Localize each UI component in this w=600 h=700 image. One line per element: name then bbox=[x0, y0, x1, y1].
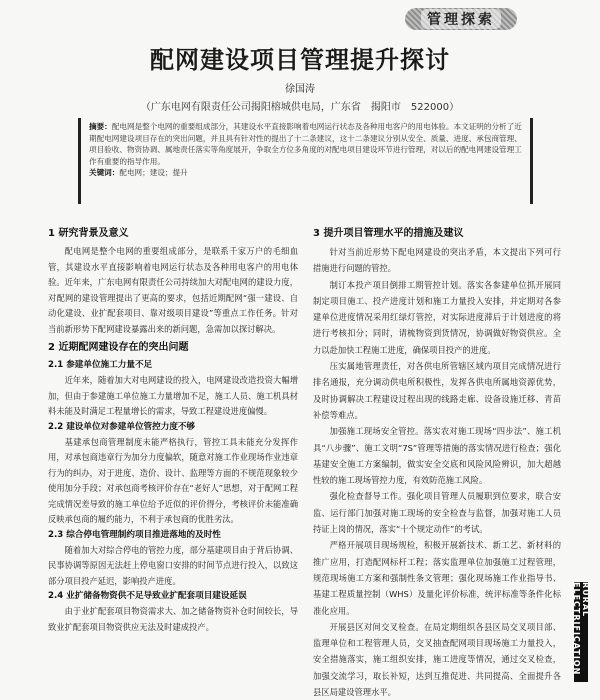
section-3-paragraph-2: 制订本投产项目倒排工期管控计划。落实各参建单位抓开展同制定项目施工、投产进度计划和施工力量投入安排，并定期对各参建单位进度情况采用红绿灯管控，对实际进度滞后于计划进度的将进行考核扣分；同时，请梳物资到货情况，协调做好物资供应。全力以赴加快工程施工进度，确保项目投产的进度。 bbox=[313, 279, 561, 355]
section-2-4-paragraph: 由于业扩配套项目物资需求大、加之储备物资补仓时间较长，导致业扩配套项目物资供应无法及时建成投产。 bbox=[48, 606, 298, 632]
section-2-heading: 2 近期配网建设存在的突出问题 bbox=[48, 342, 189, 353]
section-2-4-heading: 2.4 业扩储备物资供不足导致业扩配套项目建设延误 bbox=[48, 591, 247, 601]
section-2-3-paragraph: 随着加大对综合停电的管控力度，部分基建项目由于背后协调、民事协调等原因无法赶上停电窗口安排的时间节点进行投入，以致这部分项目投产延迟，影响投产进度。 bbox=[48, 544, 298, 586]
section-3-paragraph-5: 强化检查督导工作。强化项目管理人员履职到位要求，联合安监、运行部门加强对施工现场的安全检查与监督，加强对施工人员持证上岗的情况，落实“十个规定动作”的考试。 bbox=[313, 491, 561, 535]
section-1-heading: 1 研究背景及意义 bbox=[48, 228, 129, 239]
section-2-3-heading: 2.3 综合停电管理制约项目推进落地的及时性 bbox=[48, 529, 221, 540]
left-column bbox=[48, 223, 298, 635]
keywords bbox=[89, 167, 522, 179]
section-3-heading: 3 提升项目管理水平的措施及建议 bbox=[313, 228, 464, 239]
section-3-paragraph-1: 针对当前近形势下配电网建设的突出矛盾，本文提出下列可行措施进行问题的管控。 bbox=[313, 247, 561, 274]
abstract-text: 配电网是整个电网的重要组成部分，其建设水平直接影响着电网运行状态及各种用电客户的用电体验。本文证明的分析了近期配电网建设项目存在的突出问题，并且具有针对性的提出了十二条建议，这十二条建议分别从安全、质量、进度、承包商管理、项目验收、物资协调、属地责任落实等角度展开，争取全方位多角度的对配电项目建设环节进行管理，对以后的配电网建设管理工作有重要的指导作用。 bbox=[89, 122, 522, 166]
section-2-1-paragraph: 近年来，随着加大对电网建设的投入，电网建设改造投资大幅增加，但由于参建施工单位施工力量增加不足，施工人员、施工机具材料未能及时满足工程量增长的需求，导致工程建设进度偏慢。 bbox=[48, 375, 298, 416]
right-column bbox=[313, 223, 561, 700]
abstract-body bbox=[89, 121, 522, 167]
section-badge bbox=[405, 8, 517, 30]
section-3-paragraph-7: 开展县区对间交叉检查。在局定期组织各县区局交叉项目部、监理单位和工程管理人员，交叉抽查配网项目现场施工力量投入，安全措施落实，施工组织安排，施工进度等情况，通过交叉检查，加强交流学习，取长补短，达到互推促进、共同提高、全面提升各县区局建设管理水平。 bbox=[313, 621, 561, 698]
section-3-paragraph-4: 加强施工现场安全管控。落实农对施工现场“四步法”、施工机具“八步骤”、施工文明“7S”管理等措施的落实情况进行检查；强化基建安全施工方案编制，做实安全交底和风险风险辨识，加大超越性较的施工现场管控力度，有效防范施工风险。 bbox=[313, 426, 561, 486]
article-title: 配网建设项目管理提升探讨 bbox=[150, 45, 450, 74]
affiliation: （广东电网有限责任公司揭阳榕城供电局，广东省 揭阳市 522000） bbox=[140, 102, 460, 113]
author: 徐国涛 bbox=[285, 84, 315, 95]
abstract-box bbox=[78, 118, 533, 204]
keywords-label: 关键词： bbox=[89, 168, 120, 178]
abstract-label: 摘要： bbox=[89, 122, 112, 131]
section-badge-label: 管理探索 bbox=[421, 9, 501, 29]
keywords-text: 配电网；建设；提升 bbox=[119, 168, 188, 178]
section-2-2-paragraph: 基建承包商管理制度未能严格执行，管控工具未能充分发挥作用，对承包商违章行为加分力度偏软，随意对施工作业现场作业违章行为的纠办，对于进度、造价、设计、监理等方面的不规范现象较少使用加分手段；对承包商考核评价存在“老好人”思想，对于配网工程完成情况差导致的施工单位给予近似的评价得分，考核评价未能准确反映承包商的履约能力，不利于承包商的优胜劣汰。 bbox=[48, 436, 298, 524]
section-2-2-heading: 2.2 建设单位对参建单位管控力度不够 bbox=[48, 421, 196, 432]
section-1-paragraph: 配电网是整个电网的重要组成部分，是联系千家万户的毛细血管，其建设水平直接影响着电网运行状态及各种用电客户的用电体验。近年来，广东电网有限责任公司持续加大对配电网的建设力度，对配网的建设管理提出了更高的要求，包括近期配网“强一建设、自动化建设、业扩配套项目、靠对级项目建设”等重点工作任务。针对当前新形势下配网建设暴露出来的新问题，急需加以探讨解决。 bbox=[48, 246, 298, 334]
section-3-paragraph-3: 压实属地管理责任，对各供电所管辖区域内项目完成情况进行排名通报，充分调动供电所积极性，发挥各供电所属地资源优势，及时协调解决工程建设过程出现的线路走廊、设备设施迁移、青苗补偿等难点。 bbox=[313, 361, 561, 420]
journal-side-tab: RURAL ELECTRIFICATION bbox=[574, 582, 588, 682]
section-2-1-heading: 2.1 参建单位施工力量不足 bbox=[48, 360, 153, 370]
section-3-paragraph-6: 严格开展项目现场规检，积极开展新技术、新工艺、新材料的推广应用，打造配网标杆工程；落实监理单位加强施工过程管理，规范现场施工方案和强制性条文管理；强化现场施工作业指导书、基建工程质量控制（WHS）及量化评价标准，统评标准等条件化标准化应用。 bbox=[313, 540, 561, 616]
